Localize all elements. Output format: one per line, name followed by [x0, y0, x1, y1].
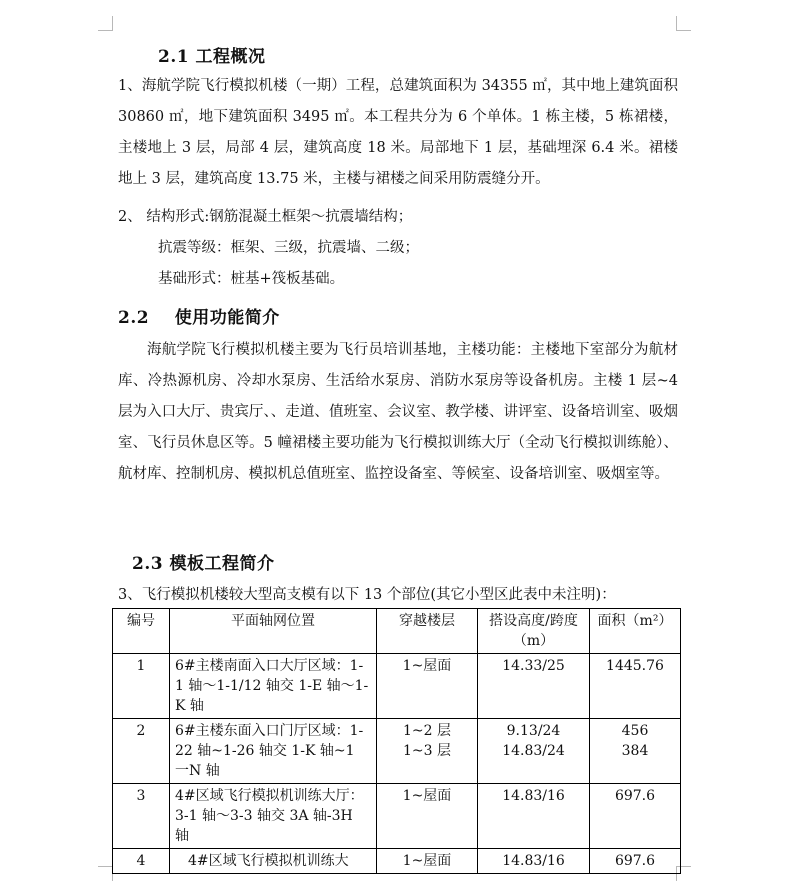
cell-height-span: 14.83/16 — [478, 784, 590, 849]
section-2-2-paragraph: 海航学院飞行模拟机楼主要为飞行员培训基地，主楼功能：主楼地下室部分为航材库、冷热源机房、冷却水泵房、生活给水泵房、消防水泵房等设备机房。主楼 1 层~4 层为入口大厅、贵宾厅、、走道、值班室、会议室、教学楼、讲评室、设备培训室、吸烟室、飞行员休息区等。5 幢裙楼主要功能为飞行模拟训练大厅（全动飞行模拟训练舱）、航材库、控制机房、模拟机总值班室、监控设备室、等候室、设备培训室、吸烟室等。 — [118, 342, 678, 482]
table-row — [113, 654, 681, 719]
section-2-1-heading: 2.1 工程概况 — [158, 47, 266, 67]
cell-floors: 1~2 层 1~3 层 — [377, 719, 478, 784]
table-header-row — [113, 609, 681, 654]
cell-floors: 1~屋面 — [377, 784, 478, 849]
page-corner-mark — [98, 16, 113, 31]
cell-position: 4#区域飞行模拟机训练大厅：3-1 轴～3-3 轴交 3A 轴-3H 轴 — [170, 784, 377, 849]
section-2-3-heading: 2.3 模板工程简介 — [132, 554, 275, 574]
header-no: 编号 — [113, 609, 170, 654]
cell-height-span: 9.13/24 14.83/24 — [478, 719, 590, 784]
header-area: 面积（m²） — [590, 609, 681, 654]
cell-no: 2 — [113, 719, 170, 784]
cell-height-span: 14.83/16 — [478, 849, 590, 874]
section-2-3-intro: 3、飞行模拟机楼较大型高支模有以下 13 个部位(其它小型区此表中未注明)： — [118, 587, 616, 603]
table-row — [113, 784, 681, 849]
section-2-1-foundation-line: 基础形式：桩基+筏板基础。 — [158, 271, 345, 287]
header-position: 平面轴网位置 — [170, 609, 377, 654]
page-corner-mark — [676, 16, 691, 31]
table-row — [113, 849, 681, 874]
cell-area: 697.6 — [590, 784, 681, 849]
header-floors: 穿越楼层 — [377, 609, 478, 654]
table-row — [113, 719, 681, 784]
cell-position: 4#区域飞行模拟机训练大 — [170, 849, 377, 874]
cell-area: 1445.76 — [590, 654, 681, 719]
cell-no: 1 — [113, 654, 170, 719]
section-2-1-seismic-line: 抗震等级：框架、三级，抗震墙、二级； — [158, 240, 419, 256]
cell-position: 6#主楼南面入口大厅区域：1-1 轴～1-1/12 轴交 1-E 轴～1-K 轴 — [170, 654, 377, 719]
cell-no: 4 — [113, 849, 170, 874]
cell-height-span: 14.33/25 — [478, 654, 590, 719]
cell-position: 6#主楼东面入口门厅区域：1-22 轴~1-26 轴交 1-K 轴~1 一N 轴 — [170, 719, 377, 784]
cell-area: 697.6 — [590, 849, 681, 874]
section-2-1-paragraph-1: 1、海航学院飞行模拟机楼（一期）工程，总建筑面积为 34355 ㎡，其中地上建筑面积 30860 ㎡，地下建筑面积 3495 ㎡。本工程共分为 6 个单体。1 栋主楼，5 栋裙楼，主楼地上 3 层，局部 4 层，建筑高度 18 米。局部地下 1 层，基础埋深 6.4 米。裙楼地上 3 层，建筑高度 13.75 米，主楼与裙楼之间采用防震缝分开。 — [118, 78, 678, 187]
cell-floors: 1~屋面 — [377, 654, 478, 719]
cell-no: 3 — [113, 784, 170, 849]
section-2-1-structure-line: 2、 结构形式:钢筋混凝土框架～抗震墙结构； — [118, 209, 413, 225]
cell-area: 456 384 — [590, 719, 681, 784]
section-2-2-heading: 2.2 使用功能简介 — [118, 308, 280, 328]
header-height-span: 搭设高度/跨度（m） — [478, 609, 590, 654]
formwork-table — [112, 608, 681, 874]
cell-floors: 1~屋面 — [377, 849, 478, 874]
